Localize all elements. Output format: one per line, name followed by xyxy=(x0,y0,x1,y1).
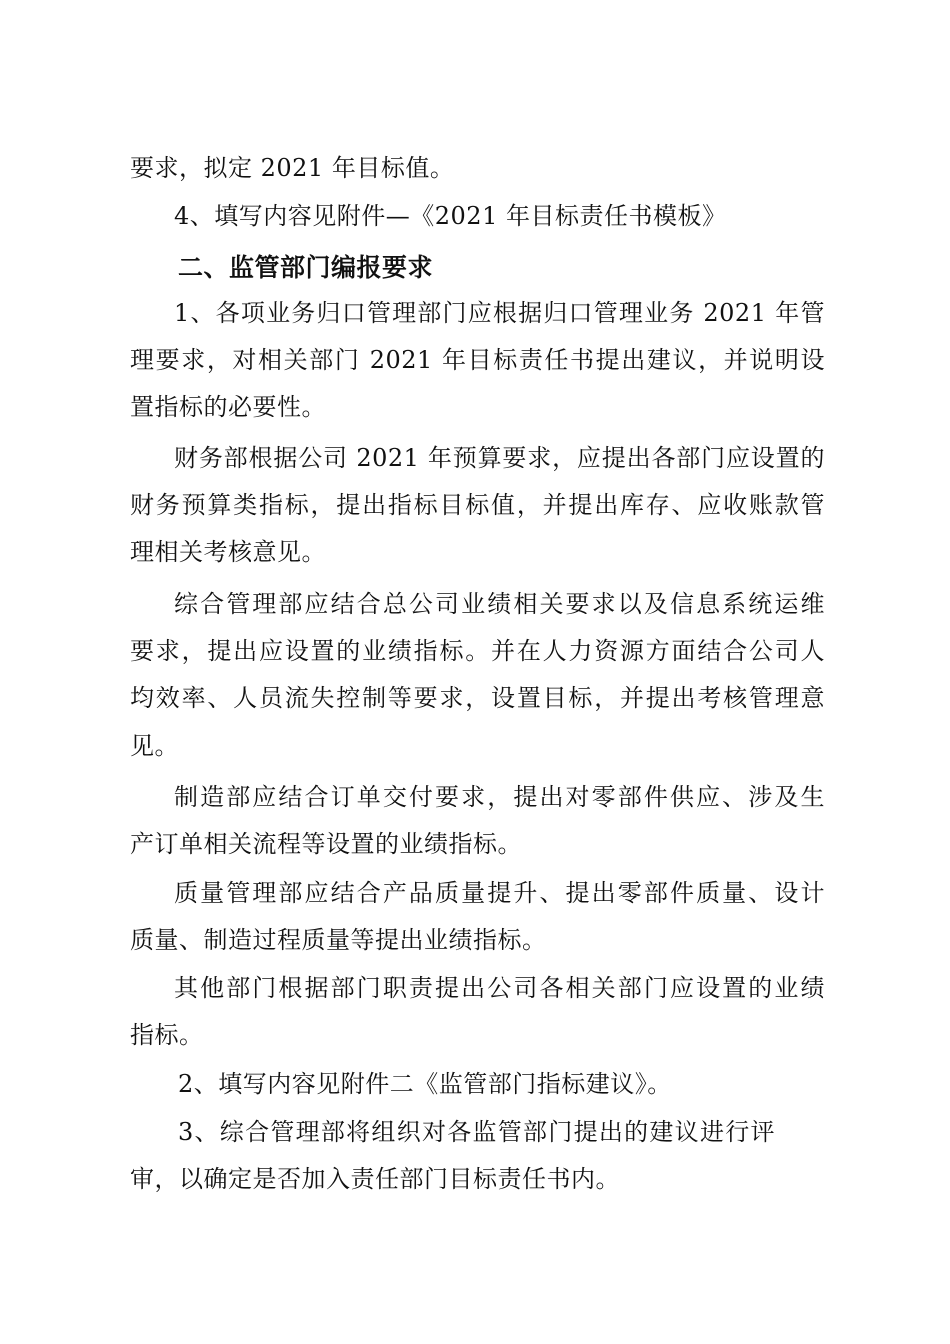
text-line: 财务预算类指标，提出指标目标值，并提出库存、应收账款管 xyxy=(130,491,825,519)
text-line: 见。 xyxy=(130,732,179,760)
text-line: 均效率、人员流失控制等要求，设置目标，并提出考核管理意 xyxy=(130,684,825,712)
text-line: 2、填写内容见附件二《监管部门指标建议》。 xyxy=(178,1070,672,1098)
text-line: 财务部根据公司 2021 年预算要求，应提出各部门应设置的 xyxy=(174,444,825,472)
text-line: 其他部门根据部门职责提出公司各相关部门应设置的业绩 xyxy=(174,974,825,1002)
text-line: 4、填写内容见附件—《2021 年目标责任书模板》 xyxy=(174,202,727,230)
text-line: 指标。 xyxy=(130,1021,204,1049)
text-line: 综合管理部应结合总公司业绩相关要求以及信息系统运维 xyxy=(174,590,825,618)
text-line: 置指标的必要性。 xyxy=(130,393,326,421)
text-line: 审，以确定是否加入责任部门目标责任书内。 xyxy=(130,1165,620,1193)
text-line: 理要求，对相关部门 2021 年目标责任书提出建议，并说明设 xyxy=(130,346,825,374)
text-line: 1、各项业务归口管理部门应根据归口管理业务 2021 年管 xyxy=(174,299,825,327)
text-line: 要求，提出应设置的业绩指标。并在人力资源方面结合公司人 xyxy=(130,637,825,665)
text-line: 制造部应结合订单交付要求，提出对零部件供应、涉及生 xyxy=(174,783,825,811)
text-line: 质量管理部应结合产品质量提升、提出零部件质量、设计 xyxy=(174,879,825,907)
text-line: 质量、制造过程质量等提出业绩指标。 xyxy=(130,926,547,954)
text-line: 3、综合管理部将组织对各监管部门提出的建议进行评 xyxy=(178,1118,775,1146)
section-heading: 二、监管部门编报要求 xyxy=(178,253,434,282)
text-line: 产订单相关流程等设置的业绩指标。 xyxy=(130,830,522,858)
text-line: 理相关考核意见。 xyxy=(130,538,326,566)
text-line: 要求，拟定 2021 年目标值。 xyxy=(130,154,455,182)
